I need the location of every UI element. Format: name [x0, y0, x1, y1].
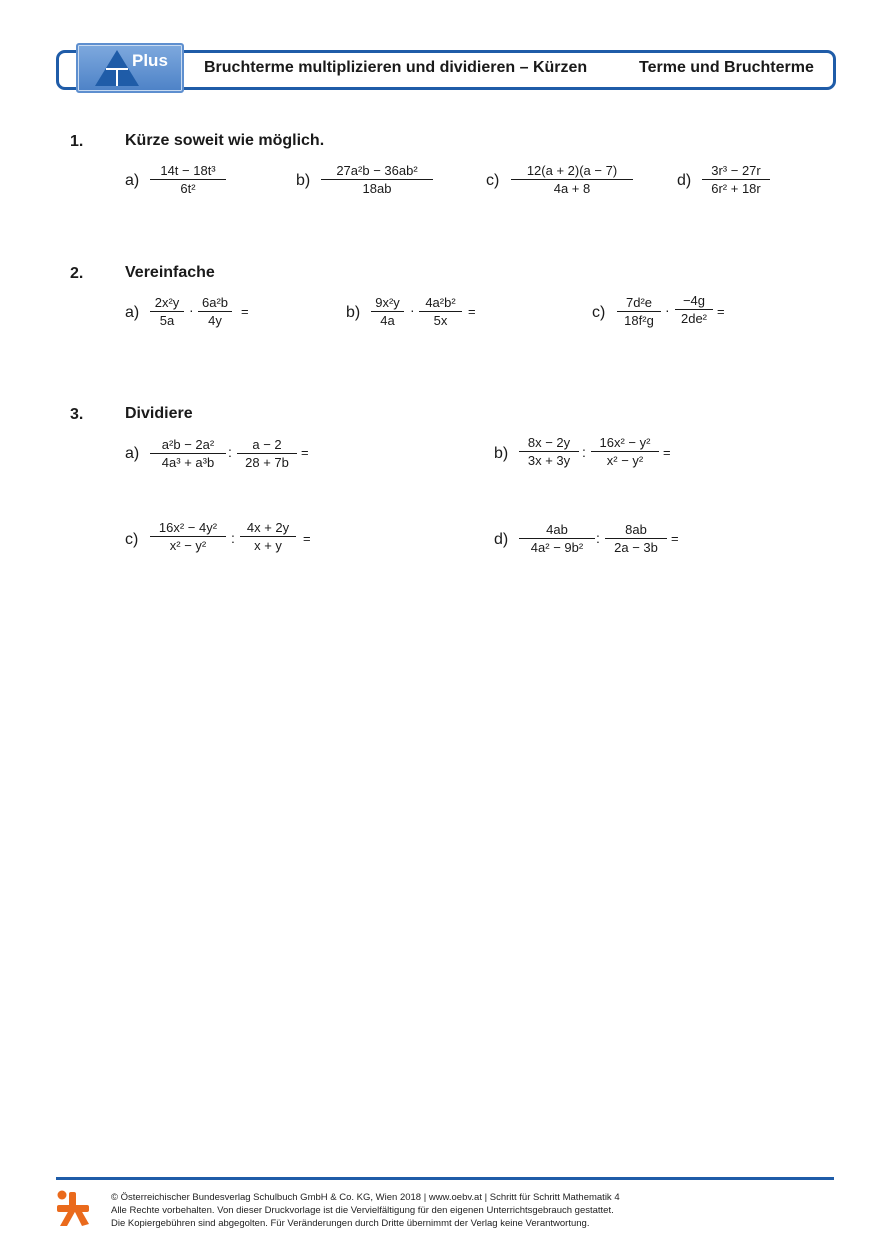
fraction: [511, 163, 633, 196]
task-label: a): [125, 304, 140, 321]
denominator: 5x: [419, 311, 462, 328]
footer-rule: [56, 1177, 834, 1180]
task-label: b): [296, 172, 311, 189]
divide-operator: :: [582, 444, 586, 460]
denominator: 18f²g: [617, 311, 661, 328]
fraction: [150, 437, 226, 470]
numerator: 8ab: [625, 522, 647, 537]
denominator: 18ab: [321, 179, 433, 196]
equals-sign: =: [241, 304, 249, 319]
equals-sign: =: [468, 304, 476, 319]
task-label: b): [346, 304, 361, 321]
logo-label: Plus: [132, 51, 168, 70]
equals-sign: =: [663, 445, 671, 460]
numerator: 8x − 2y: [527, 435, 571, 450]
numerator: 4x + 2y: [246, 520, 290, 535]
fraction: [702, 163, 770, 196]
fraction: [150, 295, 184, 328]
multiply-operator: ·: [410, 302, 415, 318]
numerator: 6a²b: [201, 295, 229, 310]
numerator: 27a²b − 36ab²: [336, 163, 418, 178]
fraction: [617, 295, 661, 328]
fraction: [519, 435, 579, 468]
numerator: a²b − 2a²: [161, 437, 215, 452]
page-title: Bruchterme multiplizieren und dividieren – Kürzen: [204, 59, 588, 76]
divide-operator: :: [231, 530, 235, 546]
task-label: c): [592, 304, 606, 321]
fraction: [237, 437, 297, 470]
numerator: 2x²y: [154, 295, 180, 310]
task-label: c): [486, 172, 500, 189]
numerator: 16x² − y²: [599, 435, 651, 450]
denominator: 4y: [198, 311, 232, 328]
divide-operator: :: [596, 530, 600, 546]
numerator: 16x² − 4y²: [158, 520, 218, 535]
equals-sign: =: [303, 531, 311, 546]
fraction: [321, 163, 433, 196]
section-title: Kürze soweit wie möglich.: [125, 132, 325, 149]
fraction: [240, 520, 296, 553]
denominator: 28 + 7b: [237, 453, 297, 470]
task-label: a): [125, 445, 140, 462]
fraction: [371, 295, 404, 328]
task-label: d): [677, 172, 692, 189]
denominator: 2de²: [675, 309, 713, 326]
section-number: 2.: [70, 265, 84, 282]
fraction: [419, 295, 462, 328]
denominator: 4a: [371, 311, 404, 328]
denominator: x² − y²: [150, 536, 226, 553]
footer-line: Alle Rechte vorbehalten. Von dieser Druckvorlage ist die Vervielfältigung für den eigenen Unterrichtsgebrauch gestattet.: [111, 1205, 614, 1216]
numerator: 12(a + 2)(a − 7): [526, 163, 618, 178]
numerator: a − 2: [252, 437, 282, 452]
publisher-star-icon: [55, 1190, 91, 1228]
numerator: 3r³ − 27r: [711, 163, 761, 178]
denominator: x + y: [240, 536, 296, 553]
fraction: [150, 163, 226, 196]
task-label: a): [125, 172, 140, 189]
numerator: 4a²b²: [425, 295, 456, 310]
numerator: 14t − 18t³: [160, 163, 216, 178]
page-topic: Terme und Bruchterme: [639, 59, 814, 76]
multiply-operator: ·: [665, 302, 670, 318]
footer-line: © Österreichischer Bundesverlag Schulbuch GmbH & Co. KG, Wien 2018 | www.oebv.at | Schritt für Schritt Mathematik 4: [111, 1192, 620, 1203]
equals-sign: =: [671, 531, 679, 546]
section-title: Vereinfache: [125, 264, 215, 281]
fraction: [591, 435, 659, 468]
denominator: 3x + 3y: [519, 451, 579, 468]
denominator: 6r² + 18r: [702, 179, 770, 196]
copyright-notice: [111, 1191, 620, 1230]
task-label: d): [494, 531, 509, 548]
denominator: 4a³ + a³b: [150, 453, 226, 470]
fraction: [675, 293, 713, 326]
fraction: [150, 520, 226, 553]
divide-operator: :: [228, 444, 232, 460]
denominator: 2a − 3b: [605, 538, 667, 555]
numerator: −4g: [682, 293, 706, 308]
section-number: 3.: [70, 406, 84, 423]
fraction: [519, 522, 595, 555]
section-number: 1.: [70, 133, 84, 150]
denominator: 5a: [150, 311, 184, 328]
footer-line: Die Kopiergebühren sind abgegolten. Für Veränderungen durch Dritte übernimmt der Verlag keine Verantwortung.: [111, 1218, 590, 1229]
section-title: Dividiere: [125, 405, 193, 422]
equals-sign: =: [301, 445, 309, 460]
numerator: 7d²e: [625, 295, 653, 310]
numerator: 4ab: [546, 522, 568, 537]
denominator: 4a² − 9b²: [519, 538, 595, 555]
denominator: 6t²: [150, 179, 226, 196]
fraction: [198, 295, 232, 328]
denominator: x² − y²: [591, 451, 659, 468]
fraction: [605, 522, 667, 555]
denominator: 4a + 8: [511, 179, 633, 196]
task-label: b): [494, 445, 509, 462]
task-label: c): [125, 531, 139, 548]
equals-sign: =: [717, 304, 725, 319]
multiply-operator: ·: [189, 302, 194, 318]
plus-logo: [76, 43, 184, 93]
numerator: 9x²y: [375, 295, 400, 310]
